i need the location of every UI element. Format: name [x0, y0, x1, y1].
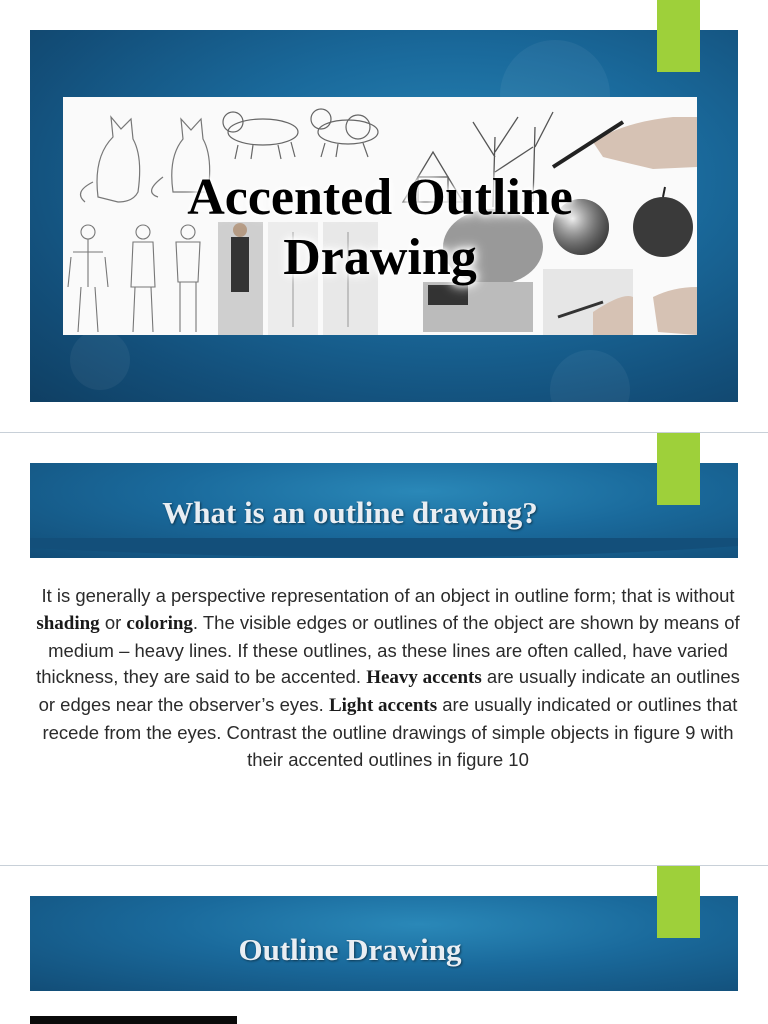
body-text: or: [99, 611, 127, 633]
term-light-accents: Light accents: [328, 695, 438, 717]
term-shading: shading: [36, 612, 100, 634]
title-line-2: Drawing: [283, 229, 477, 286]
term-heavy-accents: Heavy accents: [366, 667, 482, 689]
image-edge: [30, 1016, 237, 1024]
section-heading: What is an outline drawing?: [162, 495, 538, 530]
title-line-1: Accented Outline: [187, 169, 573, 226]
green-accent-tab: [657, 0, 700, 72]
slide-2: [0, 433, 768, 865]
body-text: are usually indicated or outlines that recede from the eyes. Contrast the outline drawings of simple objects in figure 9 with their accented outlines in figure 10: [42, 694, 738, 770]
slide-3: [0, 866, 768, 1024]
slide-1: [0, 0, 768, 432]
green-accent-tab: [657, 866, 700, 938]
body-text: It is generally a perspective representation of an object in outline form; that is without: [41, 585, 735, 606]
body-text: . The visible edges or outlines of the object are shown by means of medium – heavy lines. If these outlines, as these lines are often called, have varied thickness, they are said to be accented.: [36, 611, 740, 688]
section-heading: Outline Drawing: [238, 932, 462, 967]
body-text: are usually indicate an outlines or edges near the observer’s eyes.: [38, 666, 740, 716]
slide-title: [63, 168, 697, 288]
body-paragraph: [34, 583, 742, 774]
banner-wave: [30, 538, 738, 568]
term-coloring: coloring: [126, 612, 193, 634]
